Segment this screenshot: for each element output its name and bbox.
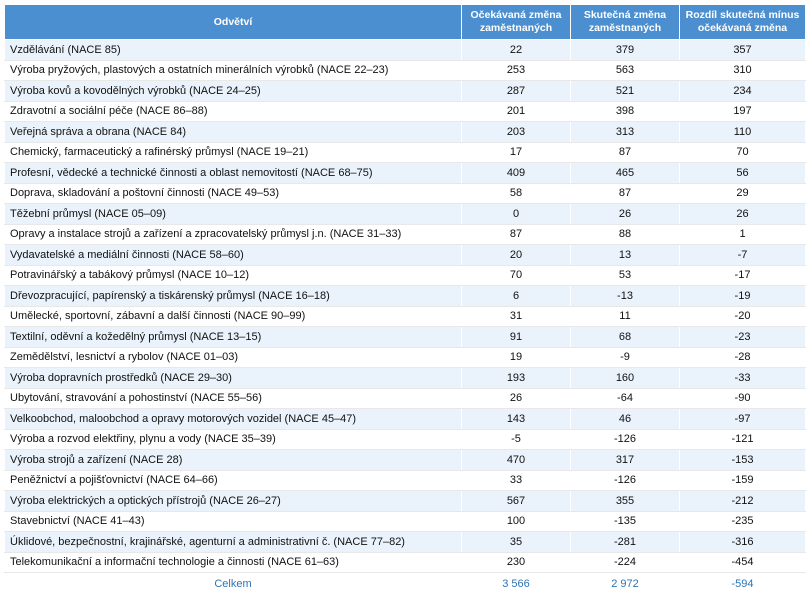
sector-cell: Telekomunikační a informační technologie a činnosti (NACE 61–63) bbox=[5, 552, 462, 573]
expected-cell: 470 bbox=[462, 450, 571, 471]
actual-cell: 87 bbox=[571, 183, 680, 204]
expected-cell: 87 bbox=[462, 224, 571, 245]
actual-cell: -135 bbox=[571, 511, 680, 532]
header-actual-change: Skutečná změna zaměstnaných bbox=[571, 5, 680, 40]
actual-cell: -126 bbox=[571, 429, 680, 450]
table-row bbox=[5, 532, 806, 553]
difference-cell: -97 bbox=[680, 409, 806, 430]
table-row bbox=[5, 429, 806, 450]
table-row bbox=[5, 286, 806, 307]
table-row bbox=[5, 60, 806, 81]
expected-cell: 91 bbox=[462, 327, 571, 348]
expected-cell: 193 bbox=[462, 368, 571, 389]
header-difference: Rozdíl skutečná mínus očekávaná změna bbox=[680, 5, 806, 40]
total-difference: -594 bbox=[680, 573, 806, 595]
difference-cell: -7 bbox=[680, 245, 806, 266]
sector-cell: Výroba elektrických a optických přístrojů (NACE 26–27) bbox=[5, 491, 462, 512]
table-row bbox=[5, 388, 806, 409]
sector-cell: Zdravotní a sociální péče (NACE 86–88) bbox=[5, 101, 462, 122]
sector-cell: Vzdělávání (NACE 85) bbox=[5, 40, 462, 61]
expected-cell: 0 bbox=[462, 204, 571, 225]
total-actual: 2 972 bbox=[571, 573, 680, 595]
table-row bbox=[5, 204, 806, 225]
employment-change-table bbox=[4, 4, 806, 595]
expected-cell: 35 bbox=[462, 532, 571, 553]
sector-cell: Doprava, skladování a poštovní činnosti (NACE 49–53) bbox=[5, 183, 462, 204]
actual-cell: -281 bbox=[571, 532, 680, 553]
expected-cell: 19 bbox=[462, 347, 571, 368]
table-row bbox=[5, 511, 806, 532]
total-row bbox=[5, 573, 806, 595]
sector-cell: Vydavatelské a mediální činnosti (NACE 58–60) bbox=[5, 245, 462, 266]
expected-cell: 70 bbox=[462, 265, 571, 286]
table-row bbox=[5, 81, 806, 102]
table-row bbox=[5, 122, 806, 143]
expected-cell: 287 bbox=[462, 81, 571, 102]
expected-cell: 26 bbox=[462, 388, 571, 409]
difference-cell: -90 bbox=[680, 388, 806, 409]
expected-cell: 567 bbox=[462, 491, 571, 512]
expected-cell: 203 bbox=[462, 122, 571, 143]
difference-cell: -23 bbox=[680, 327, 806, 348]
actual-cell: 11 bbox=[571, 306, 680, 327]
expected-cell: 100 bbox=[462, 511, 571, 532]
expected-cell: 58 bbox=[462, 183, 571, 204]
difference-cell: -17 bbox=[680, 265, 806, 286]
expected-cell: 20 bbox=[462, 245, 571, 266]
actual-cell: 465 bbox=[571, 163, 680, 184]
difference-cell: -235 bbox=[680, 511, 806, 532]
difference-cell: -33 bbox=[680, 368, 806, 389]
actual-cell: 313 bbox=[571, 122, 680, 143]
difference-cell: 26 bbox=[680, 204, 806, 225]
expected-cell: 201 bbox=[462, 101, 571, 122]
sector-cell: Úklidové, bezpečnostní, krajinářské, agenturní a administrativní č. (NACE 77–82) bbox=[5, 532, 462, 553]
actual-cell: -9 bbox=[571, 347, 680, 368]
sector-cell: Výroba strojů a zařízení (NACE 28) bbox=[5, 450, 462, 471]
sector-cell: Zemědělství, lesnictví a rybolov (NACE 01–03) bbox=[5, 347, 462, 368]
difference-cell: 56 bbox=[680, 163, 806, 184]
actual-cell: 46 bbox=[571, 409, 680, 430]
difference-cell: 197 bbox=[680, 101, 806, 122]
actual-cell: 317 bbox=[571, 450, 680, 471]
difference-cell: 70 bbox=[680, 142, 806, 163]
actual-cell: 160 bbox=[571, 368, 680, 389]
difference-cell: -454 bbox=[680, 552, 806, 573]
expected-cell: 33 bbox=[462, 470, 571, 491]
expected-cell: 230 bbox=[462, 552, 571, 573]
table-row bbox=[5, 552, 806, 573]
difference-cell: 357 bbox=[680, 40, 806, 61]
table-row bbox=[5, 327, 806, 348]
sector-cell: Výroba pryžových, plastových a ostatních minerálních výrobků (NACE 22–23) bbox=[5, 60, 462, 81]
expected-cell: 17 bbox=[462, 142, 571, 163]
sector-cell: Výroba kovů a kovodělných výrobků (NACE 24–25) bbox=[5, 81, 462, 102]
actual-cell: -64 bbox=[571, 388, 680, 409]
difference-cell: -28 bbox=[680, 347, 806, 368]
table-row bbox=[5, 265, 806, 286]
sector-cell: Stavebnictví (NACE 41–43) bbox=[5, 511, 462, 532]
expected-cell: 253 bbox=[462, 60, 571, 81]
actual-cell: 379 bbox=[571, 40, 680, 61]
difference-cell: 1 bbox=[680, 224, 806, 245]
difference-cell: 310 bbox=[680, 60, 806, 81]
expected-cell: 409 bbox=[462, 163, 571, 184]
difference-cell: 110 bbox=[680, 122, 806, 143]
total-label: Celkem bbox=[5, 573, 462, 595]
difference-cell: 29 bbox=[680, 183, 806, 204]
table-row bbox=[5, 224, 806, 245]
difference-cell: -20 bbox=[680, 306, 806, 327]
employment-table-container bbox=[4, 4, 806, 595]
table-row bbox=[5, 491, 806, 512]
actual-cell: 87 bbox=[571, 142, 680, 163]
table-row bbox=[5, 245, 806, 266]
sector-cell: Veřejná správa a obrana (NACE 84) bbox=[5, 122, 462, 143]
sector-cell: Těžební průmysl (NACE 05–09) bbox=[5, 204, 462, 225]
table-header bbox=[5, 5, 806, 40]
actual-cell: 13 bbox=[571, 245, 680, 266]
actual-cell: 563 bbox=[571, 60, 680, 81]
table-row bbox=[5, 368, 806, 389]
actual-cell: -224 bbox=[571, 552, 680, 573]
actual-cell: 355 bbox=[571, 491, 680, 512]
expected-cell: -5 bbox=[462, 429, 571, 450]
total-expected: 3 566 bbox=[462, 573, 571, 595]
sector-cell: Dřevozpracující, papírenský a tiskárenský průmysl (NACE 16–18) bbox=[5, 286, 462, 307]
header-row bbox=[5, 5, 806, 40]
expected-cell: 22 bbox=[462, 40, 571, 61]
table-row bbox=[5, 470, 806, 491]
difference-cell: -159 bbox=[680, 470, 806, 491]
actual-cell: 68 bbox=[571, 327, 680, 348]
difference-cell: -212 bbox=[680, 491, 806, 512]
table-row bbox=[5, 163, 806, 184]
actual-cell: 88 bbox=[571, 224, 680, 245]
sector-cell: Opravy a instalace strojů a zařízení a zpracovatelský průmysl j.n. (NACE 31–33) bbox=[5, 224, 462, 245]
header-sector: Odvětví bbox=[5, 5, 462, 40]
difference-cell: 234 bbox=[680, 81, 806, 102]
sector-cell: Textilní, oděvní a kožedělný průmysl (NACE 13–15) bbox=[5, 327, 462, 348]
table-row bbox=[5, 306, 806, 327]
table-row bbox=[5, 183, 806, 204]
expected-cell: 6 bbox=[462, 286, 571, 307]
expected-cell: 143 bbox=[462, 409, 571, 430]
difference-cell: -19 bbox=[680, 286, 806, 307]
sector-cell: Profesní, vědecké a technické činnosti a oblast nemovitostí (NACE 68–75) bbox=[5, 163, 462, 184]
difference-cell: -153 bbox=[680, 450, 806, 471]
sector-cell: Peněžnictví a pojišťovnictví (NACE 64–66) bbox=[5, 470, 462, 491]
sector-cell: Výroba a rozvod elektřiny, plynu a vody (NACE 35–39) bbox=[5, 429, 462, 450]
difference-cell: -121 bbox=[680, 429, 806, 450]
table-footer bbox=[5, 573, 806, 595]
sector-cell: Ubytování, stravování a pohostinství (NACE 55–56) bbox=[5, 388, 462, 409]
actual-cell: 521 bbox=[571, 81, 680, 102]
difference-cell: -316 bbox=[680, 532, 806, 553]
table-row bbox=[5, 40, 806, 61]
table-row bbox=[5, 450, 806, 471]
table-row bbox=[5, 142, 806, 163]
sector-cell: Velkoobchod, maloobchod a opravy motorových vozidel (NACE 45–47) bbox=[5, 409, 462, 430]
expected-cell: 31 bbox=[462, 306, 571, 327]
sector-cell: Umělecké, sportovní, zábavní a další činnosti (NACE 90–99) bbox=[5, 306, 462, 327]
header-expected-change: Očekávaná změna zaměstnaných bbox=[462, 5, 571, 40]
table-row bbox=[5, 409, 806, 430]
sector-cell: Výroba dopravních prostředků (NACE 29–30) bbox=[5, 368, 462, 389]
actual-cell: 26 bbox=[571, 204, 680, 225]
table-row bbox=[5, 101, 806, 122]
actual-cell: 398 bbox=[571, 101, 680, 122]
actual-cell: -13 bbox=[571, 286, 680, 307]
sector-cell: Potravinářský a tabákový průmysl (NACE 10–12) bbox=[5, 265, 462, 286]
actual-cell: 53 bbox=[571, 265, 680, 286]
table-body bbox=[5, 40, 806, 573]
table-row bbox=[5, 347, 806, 368]
actual-cell: -126 bbox=[571, 470, 680, 491]
sector-cell: Chemický, farmaceutický a rafinérský průmysl (NACE 19–21) bbox=[5, 142, 462, 163]
